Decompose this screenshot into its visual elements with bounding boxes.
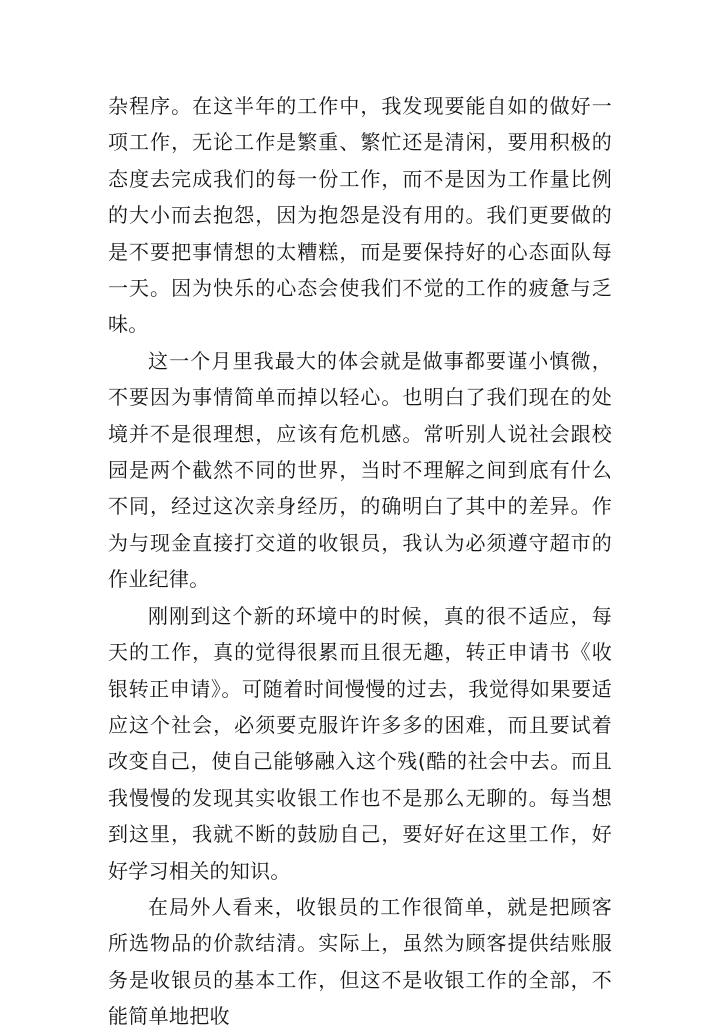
paragraph-3: 刚刚到这个新的环境中的时候，真的很不适应，每天的工作，真的觉得很累而且很无趣，转正申请书《收银转正申请》。可随着时间慢慢的过去，我觉得如果要适应这个社会，必须要克服许许多多的困难，而且要试着改变自己，使自己能够融入这个残(酷的社会中去。而且我慢慢的发现其实收银工作也不是那么无聊的。每当想到这里，我就不断的鼓励自己，要好好在这里工作，好好学习相关的知识。	[108, 603, 612, 883]
paragraph-4: 在局外人看来，收银员的工作很简单，就是把顾客所选物品的价款结清。实际上，虽然为顾客提供结账服务是收银员的基本工作，但这不是收银工作的全部，不能简单地把收	[108, 894, 612, 1029]
paragraph-2: 这一个月里我最大的体会就是做事都要谨小慎微，不要因为事情简单而掉以轻心。也明白了我们现在的处境并不是很理想，应该有危机感。常听别人说社会跟校园是两个截然不同的世界，当时不理解之间到底有什么不同，经过这次亲身经历，的确明白了其中的差异。作为与现金直接打交道的收银员，我认为必须遵守超市的作业纪律。	[108, 348, 612, 592]
document-page	[108, 88, 612, 1035]
paragraph-1: 杂程序。在这半年的工作中，我发现要能自如的做好一项工作，无论工作是繁重、繁忙还是清闲，要用积极的态度去完成我们的每一份工作，而不是因为工作量比例的大小而去抱怨，因为抱怨是没有用的。我们更要做的是不要把事情想的太糟糕，而是要保持好的心态面队每一天。因为快乐的心态会使我们不觉的工作的疲惫与乏味。	[108, 94, 612, 337]
